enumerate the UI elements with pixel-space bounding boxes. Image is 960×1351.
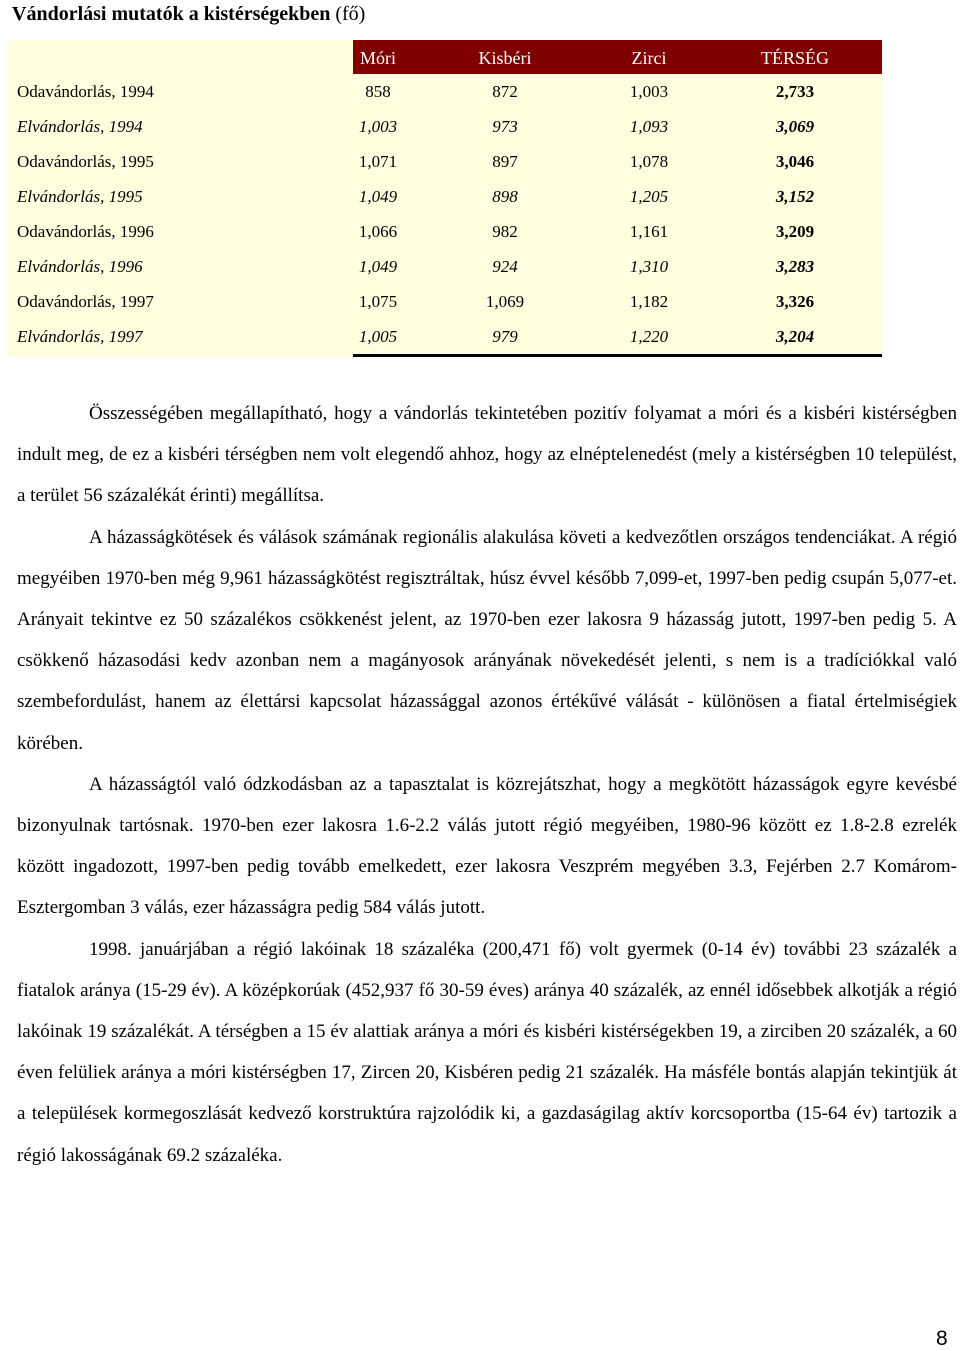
cell-zirci: 1,003 (629, 82, 669, 101)
table-row (8, 109, 882, 144)
table-row (8, 144, 882, 179)
table-bottom-rule (353, 354, 882, 357)
cell-kisberi: 1,069 (485, 292, 525, 311)
page-number: 8 (936, 1327, 948, 1350)
cell-kisberi: 897 (492, 152, 518, 171)
cell-terseg: 3,204 (775, 327, 815, 346)
row-label: Elvándorlás, 1996 (17, 257, 143, 276)
row-label: Elvándorlás, 1995 (17, 187, 143, 206)
header-kisberi: Kisbéri (478, 48, 532, 68)
row-label: Odavándorlás, 1995 (17, 152, 154, 171)
header-zirci: Zirci (631, 48, 667, 68)
cell-zirci: 1,161 (629, 222, 669, 241)
cell-mori: 858 (365, 82, 391, 101)
cell-mori: 1,049 (358, 257, 398, 276)
table-row (8, 179, 882, 214)
table-row (8, 214, 882, 249)
paragraph: A házasságtól való ódzkodásban az a tapasztalat is közrejátszhat, hogy a megkötött házasságok egyre kevésbé bizonyulnak tartósnak. 1970-ben ezer lakosra 1.6-2.2 válás jutott régió megyéiben, 1980-96 között ez 1.8-2.8 ezrelék között ingadozott, 1997-ben pedig tovább emelkedett, ezer lakosra Veszprém megyében 3.3, Fejérben 2.7 Komárom-Esztergomban 3 válás, ezer házasságra pedig 584 válás jutott. (17, 773, 957, 919)
cell-mori: 1,005 (358, 327, 398, 346)
cell-terseg: 3,069 (775, 117, 815, 136)
cell-mori: 1,075 (358, 292, 398, 311)
cell-terseg: 3,283 (775, 257, 815, 276)
table-row (8, 74, 882, 109)
paragraph: Összességében megállapítható, hogy a vándorlás tekintetében pozitív folyamat a móri és a kisbéri kistérségben indult meg, de ez a kisbéri térségben nem volt elegendő ahhoz, hogy az elnéptelenedést (mely a kistérségben 10 települést, a terület 56 százalékát érinti) megállítsa. (17, 403, 957, 507)
row-label: Odavándorlás, 1994 (17, 82, 154, 101)
cell-mori: 1,003 (358, 117, 398, 136)
cell-terseg: 3,152 (775, 187, 815, 206)
paragraph: A házasságkötések és válások számának regionális alakulása követi a kedvezőtlen országos tendenciákat. A régió megyéiben 1970-ben még 9,961 házasságkötést regisztráltak, húsz évvel később 7,099-et, 1997-ben pedig csupán 5,077-et. Arányait tekintve ez 50 százalékos csökkenést jelent, az 1970-ben ezer lakosra 9 házasság jutott, 1997-ben pedig 5. A csökkenő házasodási kedv azonban nem a magányosok arányának növekedését jelenti, s nem is a tradíciókkal való szembefordulást, hanem az élettársi kapcsolat házassággal azonos értékűvé válását - különösen a fiatal értelmiségiek körében. (17, 526, 957, 754)
table-row (8, 249, 882, 284)
body-text (17, 393, 957, 1176)
cell-terseg: 2,733 (775, 82, 815, 101)
table-title-unit: (fő) (330, 3, 366, 25)
table-title-bold: Vándorlási mutatók a kistérségekben (12, 3, 331, 25)
migration-table (8, 40, 882, 356)
cell-terseg: 3,209 (775, 222, 815, 241)
table-row (8, 319, 882, 354)
cell-zirci: 1,078 (629, 152, 669, 171)
cell-kisberi: 973 (492, 117, 518, 136)
table-title (12, 2, 365, 26)
cell-mori: 1,066 (358, 222, 398, 241)
cell-zirci: 1,205 (629, 187, 669, 206)
cell-zirci: 1,093 (629, 117, 669, 136)
table-row (8, 284, 882, 319)
row-label: Odavándorlás, 1997 (17, 292, 154, 311)
cell-kisberi: 982 (492, 222, 518, 241)
cell-mori: 1,071 (358, 152, 398, 171)
paragraph: 1998. januárjában a régió lakóinak 18 százaléka (200,471 fő) volt gyermek (0-14 év) további 23 százalék a fiatalok aránya (15-29 év). A középkorúak (452,937 fő 30-59 éves) aránya 40 százalék, az ennél idősebbek alkotják a régió lakóinak 19 százalékát. A térségben a 15 év alattiak aránya a móri és kisbéri kistérségekben 19, a zirciben 20 százalék, a 60 éven felüliek aránya a móri kistérségben 17, Zircen 20, Kisbéren pedig 21 százalék. Ha másféle bontás alapján tekintjük át a települések kormegoszlását kedvező korstruktúra rajzolódik ki, a gazdaságilag aktív korcsoportba (15-64 év) tartozik a régió lakosságának 69.2 százaléka. (17, 938, 957, 1166)
header-mori: Móri (360, 48, 396, 68)
cell-terseg: 3,326 (775, 292, 815, 311)
cell-terseg: 3,046 (775, 152, 815, 171)
row-label: Elvándorlás, 1994 (17, 117, 143, 136)
cell-kisberi: 898 (492, 187, 518, 206)
cell-zirci: 1,182 (629, 292, 669, 311)
cell-kisberi: 872 (492, 82, 518, 101)
row-label: Odavándorlás, 1996 (17, 222, 154, 241)
cell-zirci: 1,310 (629, 257, 669, 276)
row-label: Elvándorlás, 1997 (17, 327, 143, 346)
cell-zirci: 1,220 (629, 327, 669, 346)
header-terseg: TÉRSÉG (760, 48, 829, 68)
cell-kisberi: 924 (492, 257, 518, 276)
cell-kisberi: 979 (492, 327, 518, 346)
cell-mori: 1,049 (358, 187, 398, 206)
